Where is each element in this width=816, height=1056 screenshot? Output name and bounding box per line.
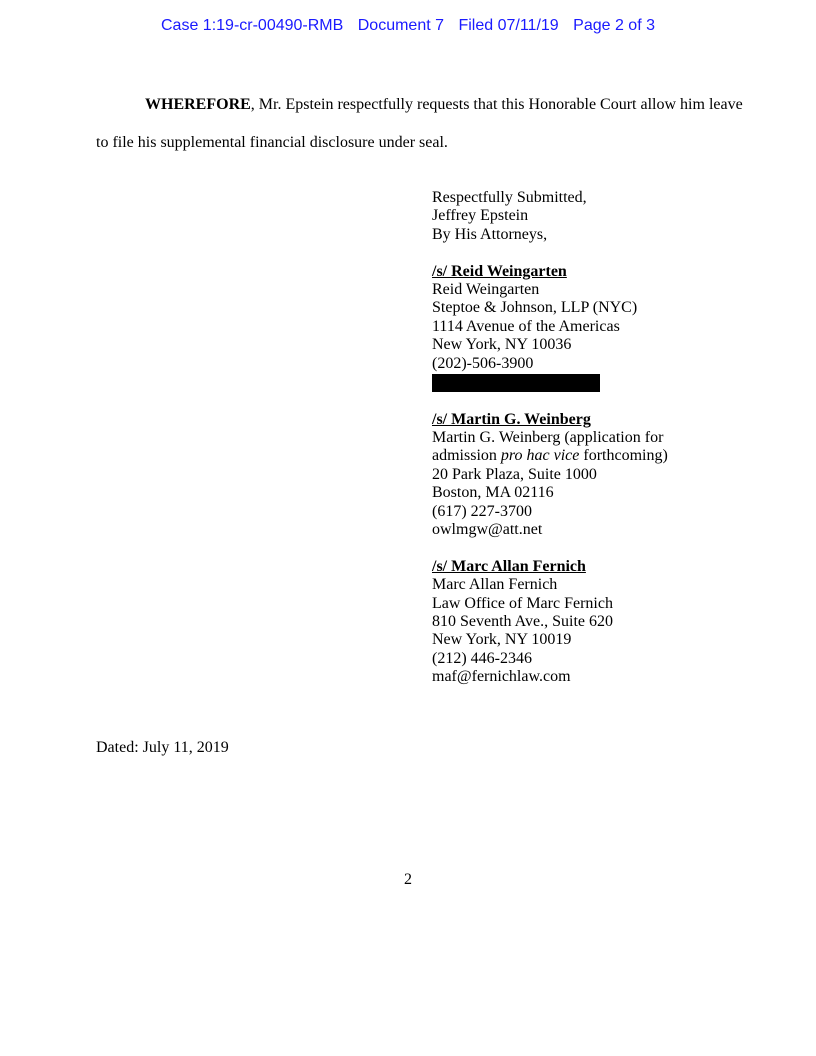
attorney-line: Boston, MA 02116 [432,484,554,502]
case-number: Case 1:19-cr-00490-RMB [161,17,344,34]
attorney-line: (202)-506-3900 [432,354,534,372]
page-indicator: Page 2 of 3 [573,17,655,34]
body-line-1 [145,96,743,114]
attorney-line: owlmgw@att.net [432,521,543,539]
dated-line: Dated: July 11, 2019 [96,739,229,756]
by-attorneys: By His Attorneys, [432,225,548,243]
attorney-line [432,447,668,465]
attorney-line: (212) 446-2346 [432,649,532,667]
attorney-line: 20 Park Plaza, Suite 1000 [432,465,597,483]
attorney-line: Law Office of Marc Fernich [432,594,613,612]
admission-text: admission [432,447,501,465]
attorney-line: New York, NY 10036 [432,336,572,354]
pro-hac-vice: pro hac vice [500,447,580,465]
attorney-line: Reid Weingarten [432,280,540,298]
attorney-line: Marc Allan Fernich [432,576,558,594]
attorney-line: maf@fernichlaw.com [432,668,571,686]
attorney-line: Martin G. Weinberg (application for [432,429,664,447]
signature-weingarten: /s/ Reid Weingarten [432,262,567,280]
closing-line: Respectfully Submitted, [432,189,587,206]
attorney-line: (617) 227-3700 [432,502,532,520]
attorney-line: 1114 Avenue of the Americas [432,317,620,335]
attorney-line: 810 Seventh Ave., Suite 620 [432,612,614,630]
document-number: Document 7 [357,17,445,34]
signature-weinberg: /s/ Martin G. Weinberg [432,410,591,428]
wherefore-lead: WHEREFORE [145,96,251,113]
body-text-1: , Mr. Epstein respectfully requests that this Honorable Court allow him leave [250,96,743,113]
admission-text: forthcoming) [579,447,668,465]
attorney-line: New York, NY 10019 [432,631,572,649]
body-line-2: to file his supplemental financial disclosure under seal. [96,134,448,151]
signature-fernich: /s/ Marc Allan Fernich [432,557,586,575]
redaction-bar [432,374,600,392]
filed-date: Filed 07/11/19 [458,17,559,34]
attorney-line: Steptoe & Johnson, LLP (NYC) [432,299,638,317]
page-number: 2 [404,871,412,888]
ecf-header [0,17,816,35]
signature-block [432,189,668,687]
client-name: Jeffrey Epstein [432,207,529,225]
